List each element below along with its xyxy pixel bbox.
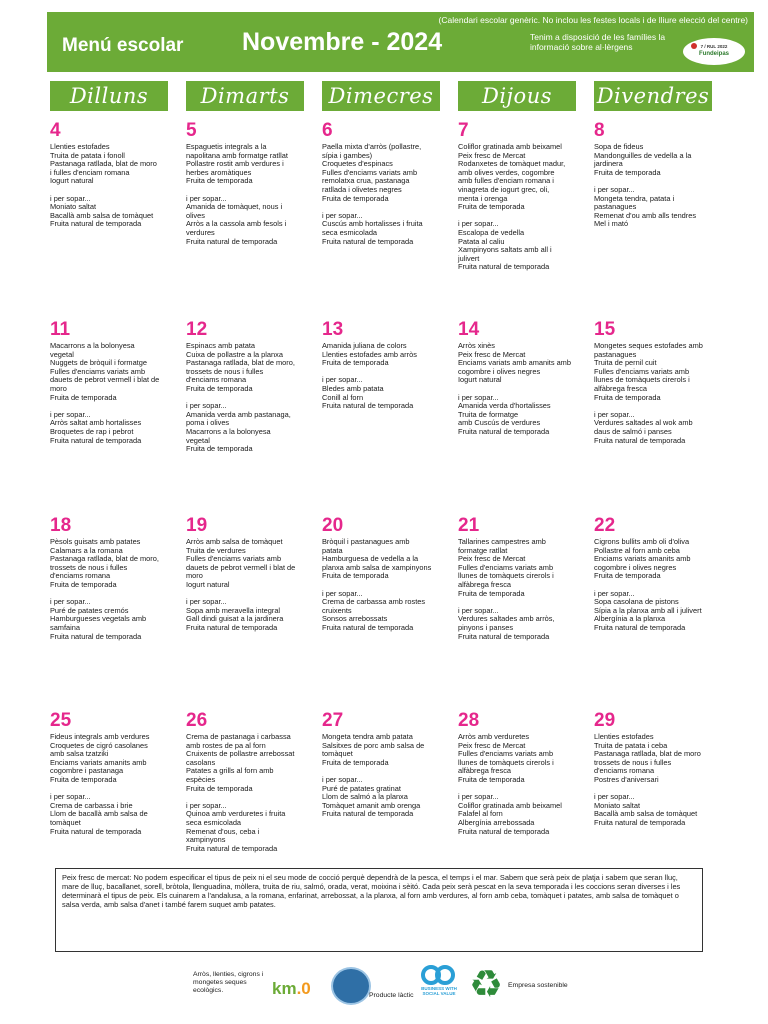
day-cell [322, 711, 452, 819]
day-cell [594, 121, 724, 229]
day-number: 12 [186, 319, 208, 340]
day-number: 29 [594, 710, 616, 731]
calendar-note: (Calendari escolar genèric. No inclou les festes locals i de lliure elecció del centre) [438, 15, 748, 25]
day-menu: Crema de pastanaga i carbassa amb rostes de pa al forn Cruixents de pollastre arrebossat casolans Patates a grills al forn amb espècies Fruita de temporada i per sopar... Quinoa amb verduretes i fruita seca esmicolada Remenat d'ous, ceba i xampinyons Fruita natural de temporada [186, 732, 295, 853]
day-cell [50, 320, 180, 445]
dairy-badge-icon [331, 967, 371, 1005]
day-number: 8 [594, 120, 605, 141]
day-cell [458, 711, 588, 836]
organic-legumes-note: Arròs, llenties, cigrons i mongetes seques ecològics. [193, 971, 264, 994]
day-cell [50, 516, 180, 641]
day-menu: Macarrons a la bolonyesa vegetal Nuggets de bròquil i formatge Fulles d'enciams variats amb dauets de pebrot vermell i blat de moro Fruita de temporada i per sopar... Arròs saltat amb hortalisses Broquetes de rap i pebrot Fruita natural de temporada [50, 341, 160, 445]
business-social-value-logo: BUSINESS WITH SOCIAL VALUE [421, 965, 457, 1003]
allergens-note: Tenim a disposició de les famílies la informació sobre al·lèrgens [530, 32, 666, 52]
weekday-header-wednesday: Dimecres [322, 81, 440, 111]
day-menu: Mongetes seques estofades amb pastanagues Truita de pernil cuit Fulles d'enciams variats amb llunes de tomàquets cirerols i alfàbrega fresca Fruita de temporada i per sopar... Verdures saltades al wok amb daus de salmó i panses Fruita natural de temporada [594, 341, 703, 445]
day-menu: Fideus integrals amb verdures Croquetes de cigró casolanes amb salsa tzatziki Enciams variats amanits amb cogombre i pastanaga Fruita de temporada i per sopar... Crema de carbassa i brie Llom de bacallà amb salsa de tomàquet Fruita natural de temporada [50, 732, 150, 836]
day-cell [594, 711, 724, 828]
day-menu: Amanida juliana de colors Llenties estofades amb arròs Fruita de temporada i per sopar... Bledes amb patata Conill al forn Fruita natural de temporada [322, 341, 417, 411]
weekday-header-tuesday: Dimarts [186, 81, 304, 111]
day-number: 28 [458, 710, 480, 731]
weekday-header-thursday: Dijous [458, 81, 576, 111]
day-cell [186, 516, 316, 633]
day-menu: Mongeta tendra amb patata Salsitxes de porc amb salsa de tomàquet Fruita de temporada i per sopar... Puré de patates gratinat Llom de salmó a la planxa Tomàquet amanit amb orenga Fruita natural de temporada [322, 732, 425, 819]
day-menu: Arròs amb salsa de tomàquet Truita de verdures Fulles d'enciams variats amb dauets de pebrot vermell i blat de moro Iogurt natural i per sopar... Sopa amb meravella integral Gall dindi guisat a la jardinera Fruita natural de temporada [186, 537, 296, 632]
day-number: 18 [50, 515, 72, 536]
day-number: 7 [458, 120, 469, 141]
day-cell [594, 320, 724, 445]
day-number: 22 [594, 515, 616, 536]
day-cell [594, 516, 724, 633]
day-number: 6 [322, 120, 333, 141]
day-cell [458, 320, 588, 437]
ring-icon [435, 965, 455, 985]
day-number: 26 [186, 710, 208, 731]
menu-title: Menú escolar [62, 35, 184, 56]
day-number: 4 [50, 120, 61, 141]
day-menu: Tallarines campestres amb formatge ratllat Peix fresc de Mercat Fulles d'enciams variats amb llunes de tomàquets cirerols i alfàbrega fresca Fruita de temporada i per sopar... Verdures saltades amb arròs, pinyons i panses Fruita natural de temporada [458, 537, 555, 641]
day-menu: Espaguetis integrals a la napolitana amb formatge ratllat Pollastre rostit amb verdures i herbes aromàtiques Fruita de temporada i per sopar... Amanida de tomàquet, nous i olives Arròs a la cassola amb fesols i verdures Fruita natural de temporada [186, 142, 288, 246]
day-menu: Bròquil i pastanagues amb patata Hamburguesa de vedella a la planxa amb salsa de xampinyons Fruita de temporada i per sopar... Crema de carbassa amb rostes cruixents Sonsos arrebossats Fruita natural de temporada [322, 537, 432, 632]
day-number: 19 [186, 515, 208, 536]
day-number: 14 [458, 319, 480, 340]
day-menu: Cigrons bullits amb oli d'oliva Pollastre al forn amb ceba Enciams variats amanits amb cogombre i olives negres Fruita de temporada i per sopar... Sopa casolana de pistons Sípia a la planxa amb all i julivert Albergínia a la planxa Fruita natural de temporada [594, 537, 702, 632]
day-cell [458, 121, 588, 272]
day-number: 11 [50, 319, 71, 340]
day-menu: Llenties estofades Truita de patata i fonoll Pastanaga ratllada, blat de moro i fulles d'enciam romana Iogurt natural i per sopar... Moniato saltat Bacallà amb salsa de tomàquet Fruita natural de temporada [50, 142, 157, 229]
fresh-fish-footnote: Peix fresc de mercat: No podem especificar el tipus de peix ni el seu mode de cocció perquè dependrà de la pesca, el temps i el mar. Sabem que serà peix de platja i sabem que seran lluç, mare de lluç, bacallanet, sorell, bròtola, llenguadina, mòllera, truita de riu, salmó, orada, verat, moixina i sèitó. Cada peix serà pescat en la seva temporada i les coccions seran diverses i les determinarà el tipus de peix. Els cuinarem a l'andalusa, a la romana, enfarinat, arrebossat, a la planxa, al forn amb verdures, al forn amb ceba, tomàquet i patates, amb salsa de tomàquet o salsa verda, amb salsa d'anet i també farem suquet amb patates. [55, 868, 703, 952]
recycle-icon: ♻ [469, 964, 504, 1006]
day-menu: Llenties estofades Truita de patata i ceba Pastanaga ratllada, blat de moro trossets de nous i fulles d'enciams romana Postres d'aniversari i per sopar... Moniato saltat Bacallà amb salsa de tomàquet Fruita natural de temporada [594, 732, 701, 827]
weekday-header-friday: Divendres [594, 81, 712, 111]
day-menu: Paella mixta d'arròs (pollastre, sípia i gambes) Croquetes d'espinacs Fulles d'enciams variats amb remolatxa crua, pastanaga ratllada i olivetes negres Fruita de temporada i per sopar... Cuscús amb hortalisses i fruita seca esmicolada Fruita natural de temporada [322, 142, 423, 246]
header-banner [47, 12, 754, 72]
day-number: 25 [50, 710, 72, 731]
day-cell [322, 121, 452, 246]
fundeipas-logo: 7 / RUL 2022 Fundeipas [683, 38, 745, 65]
day-cell [322, 516, 452, 633]
day-number: 13 [322, 319, 344, 340]
month-title: Novembre - 2024 [242, 28, 443, 56]
km0-logo: km.0 [272, 979, 311, 998]
day-menu: Coliflor gratinada amb beixamel Peix fresc de Mercat Rodanxetes de tomàquet madur, amb olives verdes, cogombre amb fulles d'enciam romana i vinagreta de iogurt grec, oli, menta i orenga Fruita de temporada i per sopar... Escalopa de vedella Patata al caliu Xampinyons saltats amb all i julivert Fruita natural de temporada [458, 142, 566, 272]
weekday-header-monday: Dilluns [50, 81, 168, 111]
day-number: 20 [322, 515, 344, 536]
day-menu: Arròs amb verduretes Peix fresc de Mercat Fulles d'enciams variats amb llunes de tomàquets cirerols i alfàbrega fresca Fruita de temporada i per sopar... Coliflor gratinada amb beixamel Falafel al forn Albergínia arrebossada Fruita natural de temporada [458, 732, 562, 836]
day-cell [186, 711, 316, 853]
day-cell [50, 121, 180, 229]
day-menu: Pèsols guisats amb patates Calamars a la romana Pastanaga ratllada, blat de moro, trossets de nous i fulles d'enciams romana Fruita de temporada i per sopar... Puré de patates cremós Hamburgueses vegetals amb samfaina Fruita natural de temporada [50, 537, 159, 641]
day-number: 21 [458, 515, 480, 536]
day-cell [458, 516, 588, 641]
day-cell [186, 121, 316, 246]
day-cell [50, 711, 180, 836]
day-cell [322, 320, 452, 411]
day-cell [186, 320, 316, 454]
day-menu: Sopa de fideus Mandonguilles de vedella a la jardinera Fruita de temporada i per sopar... Mongeta tendra, patata i pastanagues Remenat d'ou amb alls tendres Mel i mató [594, 142, 697, 229]
day-menu: Arròs xinès Peix fresc de Mercat Enciams variats amb amanits amb cogombre i olives negres Iogurt natural i per sopar... Amanida verda d'hortalisses Truita de formatge amb Cuscús de verdures Fruita natural de temporada [458, 341, 571, 436]
day-menu: Espinacs amb patata Cuixa de pollastre a la planxa Pastanaga ratllada, blat de moro, trossets de nous i fulles d'enciams romana Fruita de temporada i per sopar... Amanida verda amb pastanaga, poma i olives Macarrons a la bolonyesa vegetal Fruita de temporada [186, 341, 295, 454]
day-number: 15 [594, 319, 616, 340]
sustainable-company-label: Empresa sostenible [508, 982, 568, 989]
dairy-product-label: Producte làctic [369, 992, 414, 999]
day-number: 27 [322, 710, 344, 731]
day-number: 5 [186, 120, 197, 141]
